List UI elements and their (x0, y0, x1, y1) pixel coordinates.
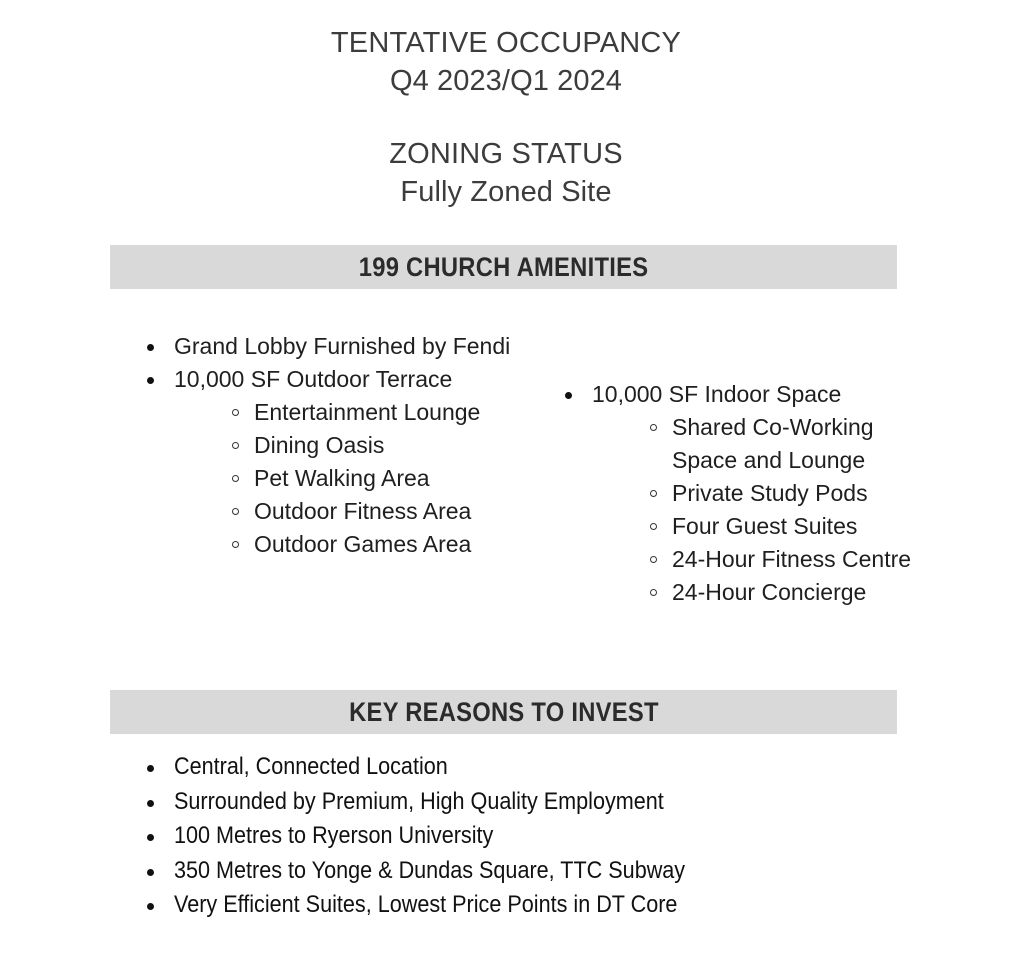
amenity-sub-label: Entertainment Lounge (254, 399, 481, 425)
list-item (130, 854, 910, 889)
list-item (232, 396, 550, 429)
amenities-left-sublist (174, 396, 550, 561)
list-item (232, 429, 550, 462)
amenities-section-band (110, 245, 897, 289)
list-item (130, 888, 910, 923)
amenities-left-list (130, 330, 550, 561)
list-item (650, 576, 928, 609)
invest-reason-label: Central, Connected Location (174, 753, 448, 780)
invest-reason-label: 100 Metres to Ryerson University (174, 822, 494, 849)
list-item (130, 363, 550, 561)
list-item (130, 819, 910, 854)
tentative-occupancy-value: Q4 2023/Q1 2024 (389, 65, 623, 97)
invest-content (130, 750, 910, 923)
amenity-sub-label: Pet Walking Area (254, 465, 430, 491)
amenity-sub-label: Outdoor Fitness Area (254, 498, 472, 524)
amenities-content (0, 330, 1012, 620)
list-item (650, 477, 928, 510)
list-item (232, 528, 550, 561)
list-item (130, 785, 910, 820)
amenity-sub-label: 24-Hour Fitness Centre (672, 546, 912, 572)
list-item (232, 462, 550, 495)
amenity-sub-label: Private Study Pods (672, 480, 868, 506)
zoning-status-heading: ZONING STATUS (389, 138, 623, 170)
amenities-section-title: 199 CHURCH AMENITIES (358, 252, 649, 282)
invest-reason-label: 350 Metres to Yonge & Dundas Square, TTC Subway (174, 856, 686, 884)
invest-section-band (110, 690, 897, 734)
amenity-sub-label: Dining Oasis (254, 432, 385, 458)
amenity-sub-label: Outdoor Games Area (254, 531, 472, 557)
list-item (130, 750, 910, 785)
tentative-occupancy-block (0, 24, 1012, 100)
invest-reason-label: Very Efficient Suites, Lowest Price Points in DT Core (174, 891, 678, 918)
amenity-label: 10,000 SF Indoor Space (592, 381, 842, 407)
amenity-sub-label: 24-Hour Concierge (672, 579, 867, 605)
amenities-left-column (130, 330, 550, 561)
amenities-right-sublist (592, 411, 928, 609)
amenity-sub-label: Four Guest Suites (672, 513, 858, 539)
amenity-label: Grand Lobby Furnished by Fendi (174, 333, 511, 359)
amenity-sub-label: Shared Co-Working Space and Lounge (672, 414, 874, 473)
invest-reason-label: Surrounded by Premium, High Quality Employment (174, 787, 664, 815)
list-item (650, 543, 928, 576)
list-item (650, 510, 928, 543)
list-item (650, 411, 928, 477)
tentative-occupancy-heading: TENTATIVE OCCUPANCY (330, 27, 682, 59)
zoning-status-block (0, 135, 1012, 211)
amenity-label: 10,000 SF Outdoor Terrace (174, 366, 453, 392)
invest-list (130, 750, 910, 923)
list-item (232, 495, 550, 528)
invest-section-title: KEY REASONS TO INVEST (348, 697, 659, 727)
list-item (548, 378, 928, 609)
zoning-status-value: Fully Zoned Site (400, 176, 612, 208)
amenities-right-list (548, 378, 928, 609)
list-item (130, 330, 550, 363)
amenities-right-column (548, 378, 928, 609)
